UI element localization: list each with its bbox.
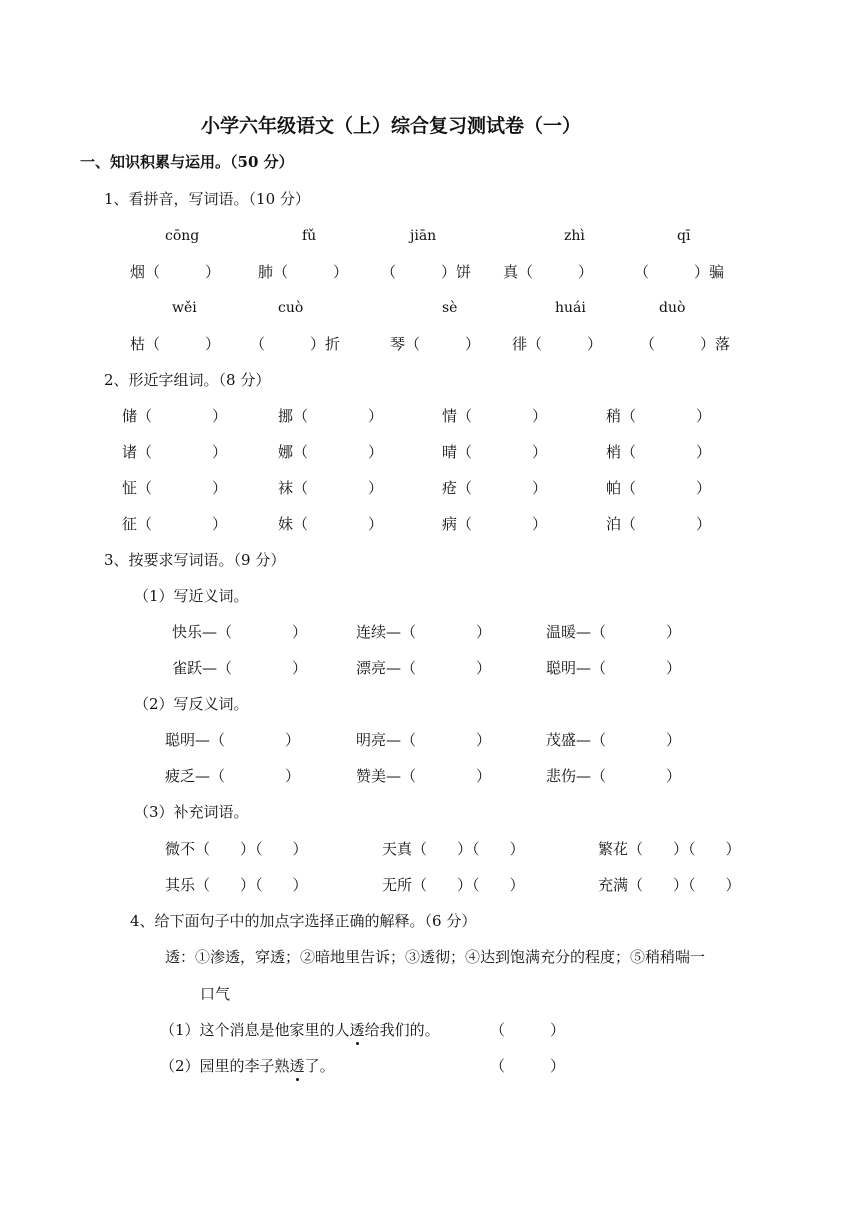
sentence-text: 给我们的。 [364,1021,440,1039]
q3-sub3: （3）补充词语。 [134,803,249,821]
answer-blank[interactable]: 肺（ ） [258,263,349,281]
pinyin: cōng [165,228,200,244]
q3-heading: 3、按要求写词语。（9 分） [104,551,286,569]
answer-blank[interactable]: 诸（ ） [122,443,228,461]
answer-blank[interactable]: 疮（ ） [442,479,548,497]
pinyin: fǔ [302,228,317,244]
answer-blank[interactable]: 漂亮—（ ） [356,659,492,677]
pinyin: qī [677,228,691,244]
pinyin: sè [442,300,458,316]
dotted-character: 透 [349,1021,365,1039]
sentence-text: （1）这个消息是他家里的人 [160,1021,350,1039]
q4-heading: 4、给下面句子中的加点字选择正确的解释。（6 分） [130,912,477,930]
pinyin: zhì [564,228,585,244]
answer-blank[interactable]: 微不（ ）（ ） [165,840,308,858]
answer-blank[interactable]: 繁花（ ）（ ） [598,840,741,858]
answer-blank[interactable]: 充满（ ）（ ） [598,876,741,894]
answer-blank[interactable]: 疲乏—（ ） [165,767,301,785]
q4-sentence-2 [160,1056,335,1076]
q3-sub2: （2）写反义词。 [134,695,249,713]
section-heading: 一、知识积累与运用。（50 分） [80,153,294,171]
pinyin: huái [555,300,586,316]
answer-blank[interactable]: 真（ ） [503,263,594,281]
q1-heading: 1、看拼音，写词语。（10 分） [104,190,310,208]
q4-answer-1[interactable]: （ ） [490,1021,566,1039]
answer-blank[interactable]: 泊（ ） [606,515,712,533]
q4-sentence-1 [160,1020,440,1040]
answer-blank[interactable]: 晴（ ） [442,443,548,461]
answer-blank[interactable]: （ ）饼 [381,263,472,281]
answer-blank[interactable]: 其乐（ ）（ ） [165,876,308,894]
answer-blank[interactable]: 娜（ ） [278,443,384,461]
q2-heading: 2、形近字组词。（8 分） [104,371,271,389]
answer-blank[interactable]: 聪明—（ ） [165,731,301,749]
pinyin: jiān [410,228,437,244]
answer-blank[interactable]: 琴（ ） [390,335,481,353]
pinyin: cuò [278,300,304,316]
answer-blank[interactable]: 稍（ ） [606,407,712,425]
answer-blank[interactable]: 枯（ ） [130,335,221,353]
sentence-text: 了。 [304,1057,335,1075]
sentence-text: （2）园里的李子熟 [160,1057,290,1075]
answer-blank[interactable]: 征（ ） [122,515,228,533]
answer-blank[interactable]: 烟（ ） [130,263,221,281]
answer-blank[interactable]: （ ）折 [250,335,341,353]
answer-blank[interactable]: 帕（ ） [606,479,712,497]
q3-sub1: （1）写近义词。 [134,587,249,605]
answer-blank[interactable]: 无所（ ）（ ） [382,876,525,894]
answer-blank[interactable]: 情（ ） [442,407,548,425]
answer-blank[interactable]: （ ）骗 [634,263,725,281]
dotted-character: 透 [289,1057,305,1075]
pinyin: wěi [172,300,197,316]
answer-blank[interactable]: 连续—（ ） [356,623,492,641]
answer-blank[interactable]: 病（ ） [442,515,548,533]
answer-blank[interactable]: 袜（ ） [278,479,384,497]
answer-blank[interactable]: 天真（ ）（ ） [382,840,525,858]
answer-blank[interactable]: 明亮—（ ） [356,731,492,749]
answer-blank[interactable]: 聪明—（ ） [546,659,682,677]
q4-answer-2[interactable]: （ ） [490,1057,566,1075]
page-title: 小学六年级语文（上）综合复习测试卷（一） [201,115,582,137]
answer-blank[interactable]: 妹（ ） [278,515,384,533]
answer-blank[interactable]: 快乐—（ ） [172,623,308,641]
answer-blank[interactable]: （ ）落 [640,335,731,353]
q4-definitions-line-2: 口气 [200,985,231,1003]
answer-blank[interactable]: 茂盛—（ ） [546,731,682,749]
answer-blank[interactable]: 梢（ ） [606,443,712,461]
answer-blank[interactable]: 温暖—（ ） [546,623,682,641]
pinyin: duò [659,300,686,316]
answer-blank[interactable]: 徘（ ） [512,335,603,353]
answer-blank[interactable]: 雀跃—（ ） [172,659,308,677]
answer-blank[interactable]: 怔（ ） [122,479,228,497]
answer-blank[interactable]: 挪（ ） [278,407,384,425]
answer-blank[interactable]: 悲伤—（ ） [546,767,682,785]
answer-blank[interactable]: 赞美—（ ） [356,767,492,785]
q4-definitions-line-1: 透：①渗透，穿透；②暗地里告诉；③透彻；④达到饱满充分的程度；⑤稍稍喘一 [165,948,706,966]
answer-blank[interactable]: 储（ ） [122,407,228,425]
